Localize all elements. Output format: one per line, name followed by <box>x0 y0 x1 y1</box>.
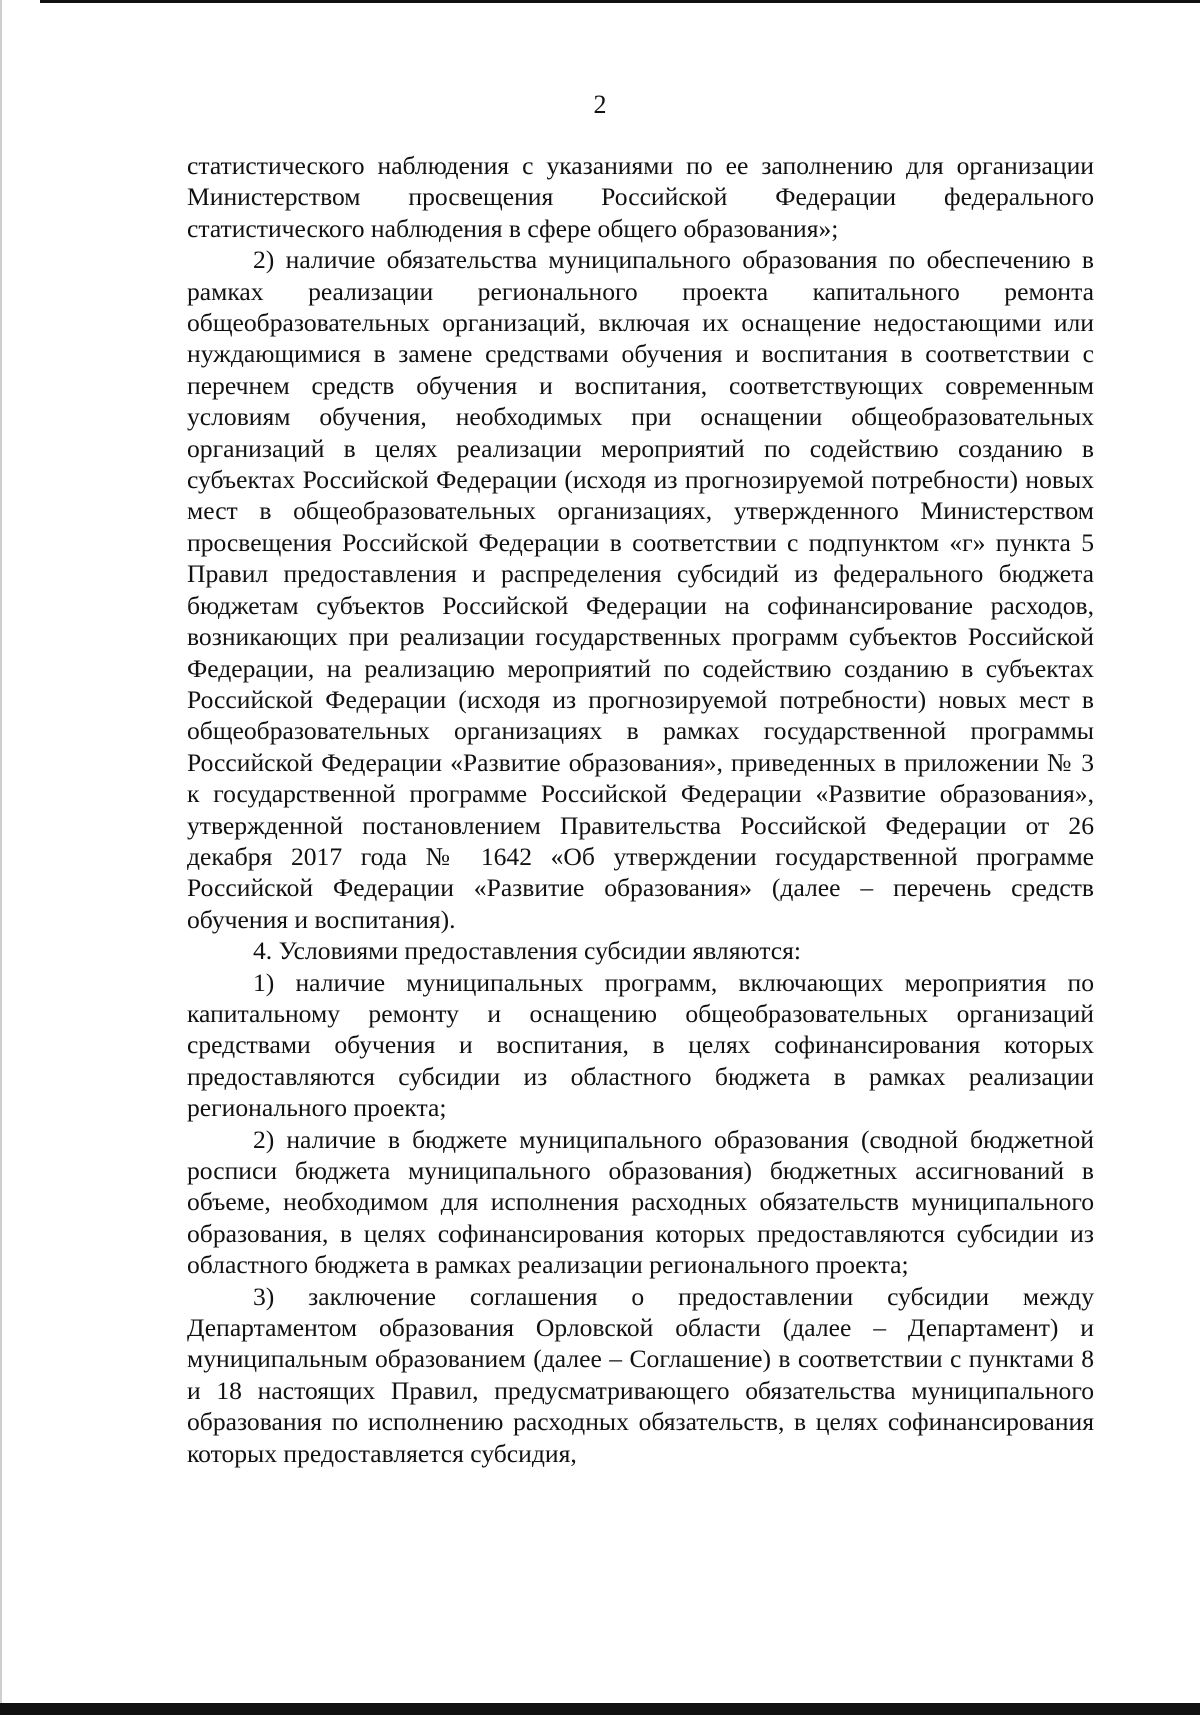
paragraph-section-4-heading: 4. Условиями предоставления субсидии являются: <box>253 936 802 966</box>
scan-edge-top <box>40 0 1200 3</box>
paragraph-condition-1: 1) наличие муниципальных программ, включающих мероприятия по капитальному ремонту и оснащению общеобразовательных организаций средствами обучения и воспитания, в целях софинансирования которых предоставляются субсидии из областного бюджета в рамках реализации регионального проекта; <box>187 967 1094 1123</box>
scan-edge-left <box>0 0 2 1715</box>
paragraph-item-2-obligation: 2) наличие обязательства муниципального образования по обеспечению в рамках реализации регионального проекта капитального ремонта общеобразовательных организаций, включая их оснащение недостающими или нуждающимися в замене средствами обучения и воспитания в соответствии с перечнем средств обучения и воспитания, соответствующих современным условиям обучения, необходимых при оснащении общеобразовательных организаций в целях реализации мероприятий по содействию созданию в субъектах Российской Федерации (исходя из прогнозируемой потребности) новых мест в общеобразовательных организациях, утвержденного Министерством просвещения Российской Федерации в соответствии с подпунктом «г» пункта 5 Правил предоставления и распределения субсидий из федерального бюджета бюджетам субъектов Российской Федерации на софинансирование расходов, возникающих при реализации государственных программ субъектов Российской Федерации, на реализацию мероприятий по содействию созданию в субъектах Российской Федерации (исходя из прогнозируемой потребности) новых мест в общеобразовательных организациях в рамках государственной программы Российской Федерации «Развитие образования», приведенных в приложении № 3 к государственной программе Российской Федерации «Развитие образования», утвержденной постановлением Правительства Российской Федерации от 26 декабря 2017 года № 1642 «Об утверждении государственной программе Российской Федерации «Развитие образования» (далее – перечень средств обучения и воспитания). <box>187 245 1094 934</box>
paragraph-condition-2: 2) наличие в бюджете муниципального образования (сводной бюджетной росписи бюджета муниципального образования) бюджетных ассигнований в объеме, необходимом для исполнения расходных обязательств муниципального образования, в целях софинансирования которых предоставляются субсидии из областного бюджета в рамках реализации регионального проекта; <box>187 1124 1094 1280</box>
scan-edge-bottom <box>0 1703 1200 1715</box>
paragraph-continuation: статистического наблюдения с указаниями по ее заполнению для организации Министерством просвещения Российской Федерации федерального статистического наблюдения в сфере общего образования»; <box>187 151 1094 243</box>
document-body <box>187 150 1094 1469</box>
page-number: 2 <box>593 90 607 119</box>
paragraph-condition-3: 3) заключение соглашения о предоставлении субсидии между Департаментом образования Орловской области (далее – Департамент) и муниципальным образованием (далее – Соглашение) в соответствии с пунктами 8 и 18 настоящих Правил, предусматривающего обязательства муниципального образования по исполнению расходных обязательств, в целях софинансирования которых предоставляется субсидия, <box>187 1281 1094 1468</box>
